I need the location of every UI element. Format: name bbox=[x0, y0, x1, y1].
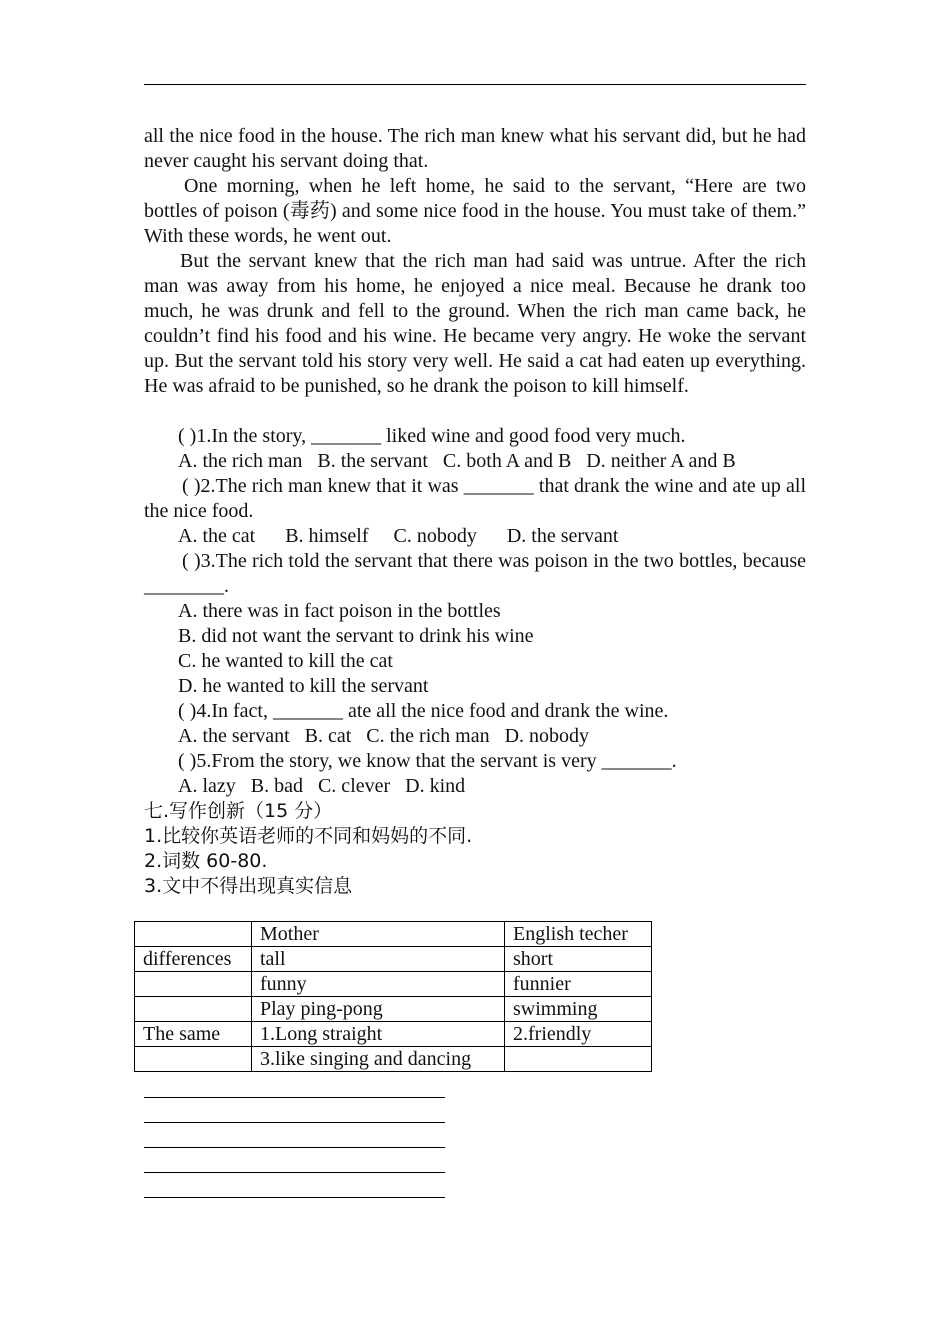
table-cell bbox=[135, 1047, 252, 1072]
table-cell bbox=[135, 922, 252, 947]
writing-requirement-3: 3.文中不得出现真实信息 bbox=[144, 875, 353, 897]
question-3-option-b: B. did not want the servant to drink his wine bbox=[178, 625, 534, 647]
question-1-options: A. the rich man B. the servant C. both A and B D. neither A and B bbox=[178, 450, 736, 472]
table-cell: English techer bbox=[505, 922, 652, 947]
writing-line bbox=[144, 1172, 445, 1173]
table-cell: 2.friendly bbox=[505, 1022, 652, 1047]
table-row bbox=[135, 1047, 652, 1072]
passage-paragraph-1: all the nice food in the house. The rich man knew what his servant did, but he had never caught his servant doing that. bbox=[144, 125, 806, 172]
question-5-stem: ( )5.From the story, we know that the servant is very _______. bbox=[178, 750, 677, 772]
table-cell: The same bbox=[135, 1022, 252, 1047]
writing-line bbox=[144, 1197, 445, 1198]
table-cell: 3.like singing and dancing bbox=[252, 1047, 505, 1072]
question-3-option-d: D. he wanted to kill the servant bbox=[178, 675, 429, 697]
table-cell: Mother bbox=[252, 922, 505, 947]
table-row bbox=[135, 947, 652, 972]
table-cell: funnier bbox=[505, 972, 652, 997]
table-cell: tall bbox=[252, 947, 505, 972]
writing-requirement-2: 2.词数 60-80. bbox=[144, 850, 268, 872]
table-cell: short bbox=[505, 947, 652, 972]
table-cell bbox=[505, 1047, 652, 1072]
writing-requirement-1: 1.比较你英语老师的不同和妈妈的不同. bbox=[144, 825, 473, 847]
table-cell bbox=[135, 997, 252, 1022]
table-cell: funny bbox=[252, 972, 505, 997]
question-5-options: A. lazy B. bad C. clever D. kind bbox=[178, 775, 466, 797]
table-row bbox=[135, 972, 652, 997]
question-4-stem: ( )4.In fact, _______ ate all the nice food and drank the wine. bbox=[178, 700, 669, 722]
passage-paragraph-2: One morning, when he left home, he said to the servant, “Here are two bottles of poison (毒药) and some nice food in the house. You must take of them.” With these words, he went out. bbox=[144, 175, 806, 247]
table-cell: Play ping-pong bbox=[252, 997, 505, 1022]
writing-line bbox=[144, 1122, 445, 1123]
writing-heading: 七.写作创新（15 分） bbox=[144, 800, 333, 822]
writing-line bbox=[144, 1097, 445, 1098]
writing-line bbox=[144, 1147, 445, 1148]
table-cell: differences bbox=[135, 947, 252, 972]
question-3-option-c: C. he wanted to kill the cat bbox=[178, 650, 393, 672]
comparison-table bbox=[134, 921, 652, 1072]
table-row bbox=[135, 922, 652, 947]
table-row bbox=[135, 997, 652, 1022]
table-cell bbox=[135, 972, 252, 997]
table-cell: swimming bbox=[505, 997, 652, 1022]
question-1-stem: ( )1.In the story, _______ liked wine and good food very much. bbox=[178, 425, 686, 447]
header-rule bbox=[144, 84, 806, 85]
table-cell: 1.Long straight bbox=[252, 1022, 505, 1047]
question-3-option-a: A. there was in fact poison in the bottles bbox=[178, 600, 501, 622]
question-3-stem: ( )3.The rich told the servant that there was poison in the two bottles, because ________. bbox=[144, 550, 806, 597]
page-content bbox=[144, 124, 806, 899]
passage-paragraph-3: But the servant knew that the rich man had said was untrue. After the rich man was away from his home, he enjoyed a nice meal. Because he drank too much, he was drunk and fell to the ground. When the rich man came back, he couldn’t find his food and his wine. He became very angry. He woke the servant up. But the servant told his story very well. He said a cat had eaten up everything. He was afraid to be punished, so he drank the poison to kill himself. bbox=[144, 250, 806, 397]
table-row bbox=[135, 1022, 652, 1047]
question-2-stem: ( )2.The rich man knew that it was _______ that drank the wine and ate up all the nice food. bbox=[144, 475, 806, 522]
question-2-options: A. the cat B. himself C. nobody D. the servant bbox=[178, 525, 619, 547]
question-4-options: A. the servant B. cat C. the rich man D. nobody bbox=[178, 725, 590, 747]
